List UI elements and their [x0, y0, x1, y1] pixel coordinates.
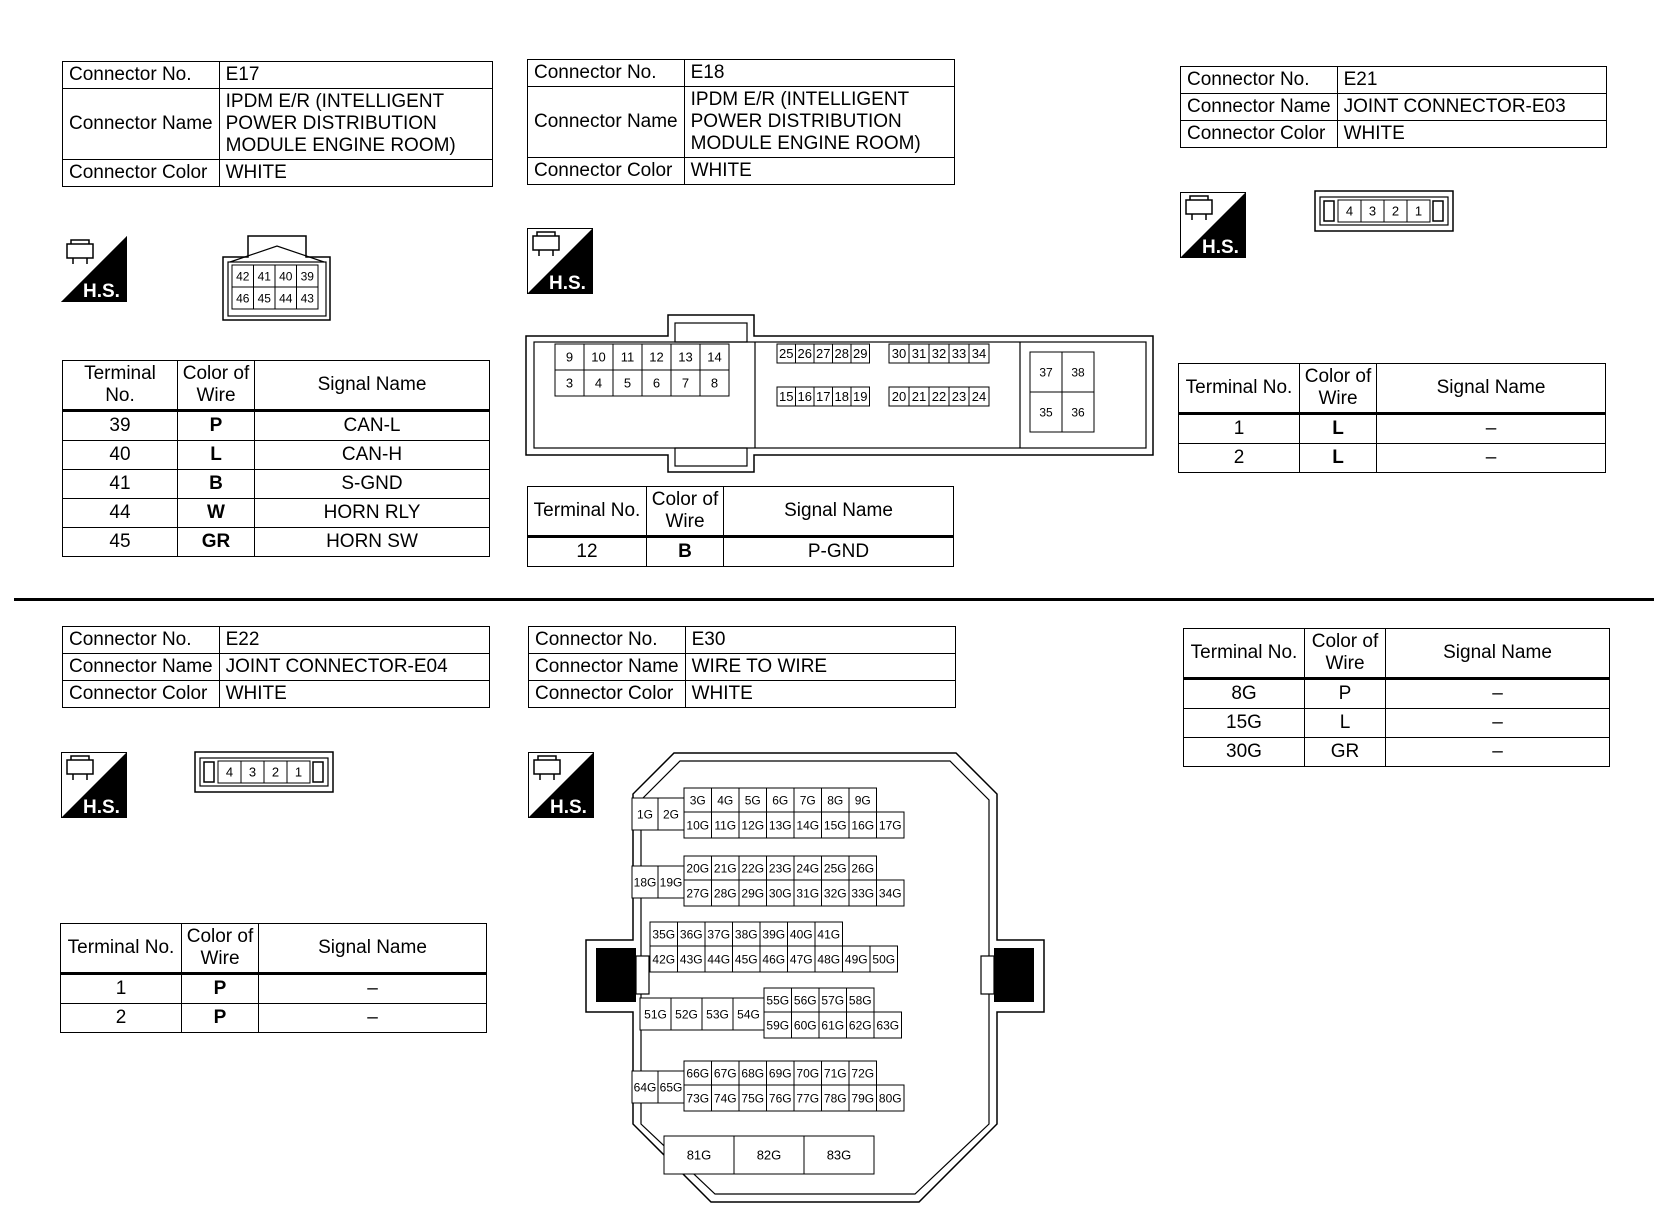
pin-label: 55G [766, 993, 790, 1008]
pin-label: 83G [826, 1147, 852, 1163]
pin-label: 23 [951, 389, 967, 405]
pin-label: 56G [793, 993, 817, 1008]
terminal-no-cell: 1 [1179, 414, 1300, 444]
svg-text:H.S.: H.S. [1202, 237, 1239, 258]
table-row [63, 499, 490, 528]
signal-name-cell: S-GND [255, 470, 490, 499]
pin-label: 28 [834, 346, 849, 362]
pin-label: 10G [686, 818, 710, 833]
svg-text:H.S.: H.S. [83, 281, 120, 302]
pin-label: 9G [854, 793, 871, 808]
pin-label: 37G [707, 927, 731, 942]
wire-color-cell: L [1300, 444, 1377, 473]
svg-text:H.S.: H.S. [550, 797, 587, 818]
e17-connector-face [222, 235, 332, 321]
terminal-no-cell: 44 [63, 499, 178, 528]
pin-label: 19G [659, 875, 683, 890]
pin-label: 12G [741, 818, 765, 833]
connector-name-value: WIRE TO WIRE [685, 654, 955, 681]
wire-color-header [1305, 629, 1386, 679]
pin-label: 11 [620, 349, 635, 365]
svg-text:H.S.: H.S. [549, 273, 586, 294]
terminal-no-header: Terminal No. [63, 361, 178, 411]
pin-label: 32G [823, 886, 847, 901]
pin-label: 32 [931, 346, 947, 362]
pin-label: 13G [768, 818, 792, 833]
e22-connector-face [194, 751, 334, 793]
pin-label: 28G [713, 886, 737, 901]
signal-name-header: Signal Name [1386, 629, 1610, 679]
terminal-no-header: Terminal No. [1184, 629, 1305, 679]
pin-label: 2 [1391, 203, 1400, 219]
header-line: Wire [665, 511, 705, 532]
signal-name-cell: – [1386, 709, 1610, 738]
pin-label: 58G [848, 993, 872, 1008]
connector-color-label: Connector Color [63, 160, 220, 187]
pin-label: 36G [679, 927, 703, 942]
pin-label: 60G [793, 1018, 817, 1033]
pin-label: 35G [652, 927, 676, 942]
connector-no-value: E18 [684, 60, 954, 87]
pin-label: 22G [741, 861, 765, 876]
pin-label: 46G [762, 952, 786, 967]
table-row [63, 411, 490, 441]
terminal-no-cell: 40 [63, 441, 178, 470]
pin-label: 18G [633, 875, 657, 890]
pin-label: 16G [851, 818, 875, 833]
terminal-no-header: Terminal No. [1179, 364, 1300, 414]
terminal-no-cell: 45 [63, 528, 178, 557]
pin-label: 48G [817, 952, 841, 967]
connector-name-value [684, 87, 954, 158]
e30-terminal-table [1183, 628, 1610, 767]
header-line: Color of [182, 363, 250, 384]
pin-label: 2 [271, 764, 280, 780]
connector-color-label: Connector Color [1181, 121, 1338, 148]
connector-name-label: Connector Name [528, 87, 685, 158]
pin-label: 11G [714, 818, 737, 833]
signal-name-cell: – [259, 974, 487, 1004]
e30-info-table [528, 626, 956, 708]
pin-label: 4 [1345, 203, 1354, 219]
name-line: POWER DISTRIBUTION [690, 111, 902, 132]
terminal-no-header: Terminal No. [528, 487, 647, 537]
pin-label: 9 [565, 349, 574, 365]
signal-name-cell: – [1386, 679, 1610, 709]
pin-label: 46 [236, 291, 250, 306]
header-line: Wire [200, 948, 240, 969]
terminal-no-cell: 41 [63, 470, 178, 499]
pin-label: 5G [744, 793, 761, 808]
signal-name-cell: – [1377, 444, 1606, 473]
table-row [63, 441, 490, 470]
pin-label: 31G [796, 886, 820, 901]
connector-name-label: Connector Name [63, 654, 220, 681]
pin-label: 1 [294, 764, 303, 780]
e22-terminal-table [60, 923, 487, 1033]
pin-label: 43 [300, 291, 314, 306]
signal-name-cell: HORN SW [255, 528, 490, 557]
pin-label: 47G [789, 952, 813, 967]
connector-no-value: E22 [219, 627, 489, 654]
pin-label: 63G [876, 1018, 900, 1033]
wire-color-cell: GR [1305, 738, 1386, 767]
pin-label: 14G [796, 818, 820, 833]
table-row [1184, 738, 1610, 767]
table-row [1184, 679, 1610, 709]
pin-label: 3 [1368, 203, 1377, 219]
pin-label: 4 [594, 375, 603, 391]
signal-name-cell: – [1386, 738, 1610, 767]
pin-label: 7 [681, 375, 690, 391]
wire-color-header [1300, 364, 1377, 414]
pin-label: 3 [565, 375, 574, 391]
pin-label: 72G [851, 1066, 875, 1081]
pin-label: 54G [737, 1007, 760, 1022]
pin-label: 26G [851, 861, 875, 876]
pin-label: 6G [772, 793, 789, 808]
pin-label: 62G [848, 1018, 872, 1033]
signal-name-cell: – [259, 1004, 487, 1033]
signal-name-cell: P-GND [724, 537, 954, 567]
pin-label: 25G [823, 861, 847, 876]
e21-terminal-table [1178, 363, 1606, 473]
pin-label: 41G [817, 927, 841, 942]
pin-label: 79G [851, 1091, 875, 1106]
pin-label: 40 [279, 269, 293, 284]
e30-connector-face [584, 752, 1046, 1204]
table-row [61, 1004, 487, 1033]
pin-label: 76G [768, 1091, 792, 1106]
connector-no-label: Connector No. [528, 60, 685, 87]
pin-label: 1G [636, 807, 654, 822]
header-line: Color of [1311, 631, 1379, 652]
pin-label: 21G [713, 861, 737, 876]
pin-label: 14 [707, 349, 722, 365]
pin-label: 70G [796, 1066, 820, 1081]
wire-color-cell: P [178, 411, 255, 441]
connector-name-value: JOINT CONNECTOR-E04 [219, 654, 489, 681]
pin-label: 15 [779, 389, 794, 405]
pin-label: 25 [779, 346, 794, 362]
name-line: IPDM E/R (INTELLIGENT [690, 89, 910, 110]
pin-label: 59G [766, 1018, 790, 1033]
signal-name-header: Signal Name [1377, 364, 1606, 414]
connector-no-label: Connector No. [63, 62, 220, 89]
pin-label: 13 [678, 349, 693, 365]
signal-name-header: Signal Name [259, 924, 487, 974]
header-line: Wire [196, 385, 236, 406]
connector-no-value: E21 [1337, 67, 1606, 94]
pin-label: 6 [652, 375, 661, 391]
pin-label: 73G [686, 1091, 710, 1106]
pin-label: 45G [734, 952, 758, 967]
pin-label: 26 [797, 346, 812, 362]
pin-label: 29 [853, 346, 868, 362]
pin-label: 12 [649, 349, 664, 365]
pin-label: 4 [225, 764, 234, 780]
pin-label: 17 [816, 389, 831, 405]
pin-label: 20G [686, 861, 710, 876]
pin-label: 16 [797, 389, 812, 405]
connector-no-label: Connector No. [63, 627, 220, 654]
pin-label: 41 [257, 269, 271, 284]
pin-label: 69G [768, 1066, 792, 1081]
pin-label: 30 [891, 346, 907, 362]
pin-label: 5 [623, 375, 632, 391]
name-line: MODULE ENGINE ROOM) [225, 135, 456, 156]
connector-color-value: WHITE [219, 681, 489, 708]
connector-color-label: Connector Color [529, 681, 686, 708]
connector-no-value: E17 [219, 62, 492, 89]
pin-label: 27 [816, 346, 831, 362]
pin-label: 27G [686, 886, 710, 901]
connector-no-value: E30 [685, 627, 955, 654]
name-line: MODULE ENGINE ROOM) [690, 133, 921, 154]
terminal-no-cell: 8G [1184, 679, 1305, 709]
terminal-no-cell: 2 [61, 1004, 182, 1033]
pin-label: 57G [821, 993, 845, 1008]
connector-name-label: Connector Name [529, 654, 686, 681]
table-row [63, 528, 490, 557]
harness-side-icon [527, 228, 593, 294]
connector-name-label: Connector Name [1181, 94, 1338, 121]
e18-connector-face [525, 314, 1155, 474]
pin-label: 61G [821, 1018, 845, 1033]
e17-terminal-table [62, 360, 490, 557]
pin-label: 15G [823, 818, 847, 833]
header-line: Wire [1318, 388, 1358, 409]
pin-label: 22 [931, 389, 947, 405]
pin-label: 21 [911, 389, 927, 405]
table-row [63, 470, 490, 499]
pin-label: 34 [971, 346, 987, 362]
pin-label: 1 [1414, 203, 1423, 219]
header-line: Color of [1304, 366, 1372, 387]
pin-label: 39 [300, 269, 314, 284]
pin-label: 36 [1071, 405, 1085, 420]
pin-label: 20 [891, 389, 907, 405]
pin-label: 74G [713, 1091, 737, 1106]
pin-label: 44 [279, 291, 293, 306]
pin-label: 53G [706, 1007, 729, 1022]
wire-color-cell: P [182, 1004, 259, 1033]
pin-label: 7G [799, 793, 816, 808]
e17-info-table [62, 61, 493, 187]
signal-name-cell: HORN RLY [255, 499, 490, 528]
harness-side-icon [1180, 192, 1246, 258]
name-line: POWER DISTRIBUTION [225, 113, 437, 134]
pin-label: 51G [644, 1007, 667, 1022]
pin-label: 75G [741, 1091, 765, 1106]
pin-label: 81G [686, 1147, 712, 1163]
connector-color-value: WHITE [219, 160, 492, 187]
pin-label: 2G [662, 807, 680, 822]
harness-side-icon [61, 236, 127, 302]
pin-label: 24 [971, 389, 987, 405]
connector-color-label: Connector Color [528, 158, 685, 185]
wire-color-cell: B [647, 537, 724, 567]
connector-name-label: Connector Name [63, 89, 220, 160]
connector-color-label: Connector Color [63, 681, 220, 708]
wire-color-header [178, 361, 255, 411]
connector-color-value: WHITE [685, 681, 955, 708]
table-row [1179, 444, 1606, 473]
pin-label: 31 [911, 346, 927, 362]
signal-name-cell: CAN-L [255, 411, 490, 441]
table-row [528, 537, 954, 567]
connector-name-value: JOINT CONNECTOR-E03 [1337, 94, 1606, 121]
pin-label: 29G [741, 886, 765, 901]
header-line: Color of [186, 926, 254, 947]
wire-color-cell: P [182, 974, 259, 1004]
terminal-no-header: Terminal No. [61, 924, 182, 974]
pin-label: 44G [707, 952, 731, 967]
terminal-no-cell: 39 [63, 411, 178, 441]
pin-label: 38G [734, 927, 758, 942]
pin-label: 23G [768, 861, 792, 876]
terminal-no-cell: 1 [61, 974, 182, 1004]
svg-text:H.S.: H.S. [83, 797, 120, 818]
pin-label: 82G [756, 1147, 782, 1163]
e18-terminal-table [527, 486, 954, 567]
pin-label: 3 [248, 764, 257, 780]
connector-no-label: Connector No. [529, 627, 686, 654]
pin-label: 34G [878, 886, 902, 901]
connector-no-label: Connector No. [1181, 67, 1338, 94]
table-row [1184, 709, 1610, 738]
wire-color-cell: GR [178, 528, 255, 557]
terminal-no-cell: 12 [528, 537, 647, 567]
section-divider [14, 598, 1654, 601]
wire-color-header [182, 924, 259, 974]
pin-label: 30G [768, 886, 792, 901]
wire-color-cell: L [178, 441, 255, 470]
pin-label: 10 [591, 349, 606, 365]
pin-label: 33 [951, 346, 967, 362]
e18-info-table [527, 59, 955, 185]
signal-name-header: Signal Name [255, 361, 490, 411]
pin-label: 33G [851, 886, 875, 901]
pin-label: 8G [827, 793, 844, 808]
pin-label: 42G [652, 952, 676, 967]
pin-label: 80G [878, 1091, 902, 1106]
pin-label: 52G [675, 1007, 698, 1022]
table-row [1179, 414, 1606, 444]
pin-label: 49G [844, 952, 868, 967]
pin-label: 4G [717, 793, 734, 808]
pin-label: 65G [659, 1080, 683, 1095]
wire-color-cell: L [1305, 709, 1386, 738]
terminal-no-cell: 30G [1184, 738, 1305, 767]
signal-name-cell: – [1377, 414, 1606, 444]
header-line: Wire [1325, 653, 1365, 674]
pin-label: 78G [823, 1091, 847, 1106]
signal-name-header: Signal Name [724, 487, 954, 537]
wire-color-cell: W [178, 499, 255, 528]
connector-color-value: WHITE [684, 158, 954, 185]
pin-label: 8 [710, 375, 719, 391]
pin-label: 18 [834, 389, 849, 405]
pin-label: 66G [686, 1066, 710, 1081]
pin-label: 17G [878, 818, 902, 833]
e21-info-table [1180, 66, 1607, 148]
pin-label: 71G [823, 1066, 847, 1081]
name-line: IPDM E/R (INTELLIGENT [225, 91, 445, 112]
pin-label: 37 [1039, 365, 1053, 380]
connector-name-value [219, 89, 492, 160]
e21-connector-face [1314, 190, 1454, 232]
pin-label: 68G [741, 1066, 765, 1081]
wire-color-cell: L [1300, 414, 1377, 444]
connector-color-value: WHITE [1337, 121, 1606, 148]
wire-color-cell: B [178, 470, 255, 499]
pin-label: 43G [679, 952, 703, 967]
pin-label: 77G [796, 1091, 820, 1106]
harness-side-icon [61, 752, 127, 818]
pin-label: 64G [633, 1080, 657, 1095]
wire-color-header [647, 487, 724, 537]
signal-name-cell: CAN-H [255, 441, 490, 470]
pin-label: 39G [762, 927, 786, 942]
terminal-no-cell: 2 [1179, 444, 1300, 473]
header-line: Color of [651, 489, 719, 510]
pin-label: 38 [1071, 365, 1085, 380]
pin-label: 45 [257, 291, 271, 306]
terminal-no-cell: 15G [1184, 709, 1305, 738]
pin-label: 67G [713, 1066, 737, 1081]
pin-label: 50G [872, 952, 896, 967]
e22-info-table [62, 626, 490, 708]
pin-label: 40G [789, 927, 813, 942]
pin-label: 24G [796, 861, 820, 876]
wire-color-cell: P [1305, 679, 1386, 709]
pin-label: 35 [1039, 405, 1053, 420]
pin-label: 42 [236, 269, 250, 284]
pin-label: 3G [689, 793, 706, 808]
table-row [61, 974, 487, 1004]
pin-label: 19 [853, 389, 868, 405]
